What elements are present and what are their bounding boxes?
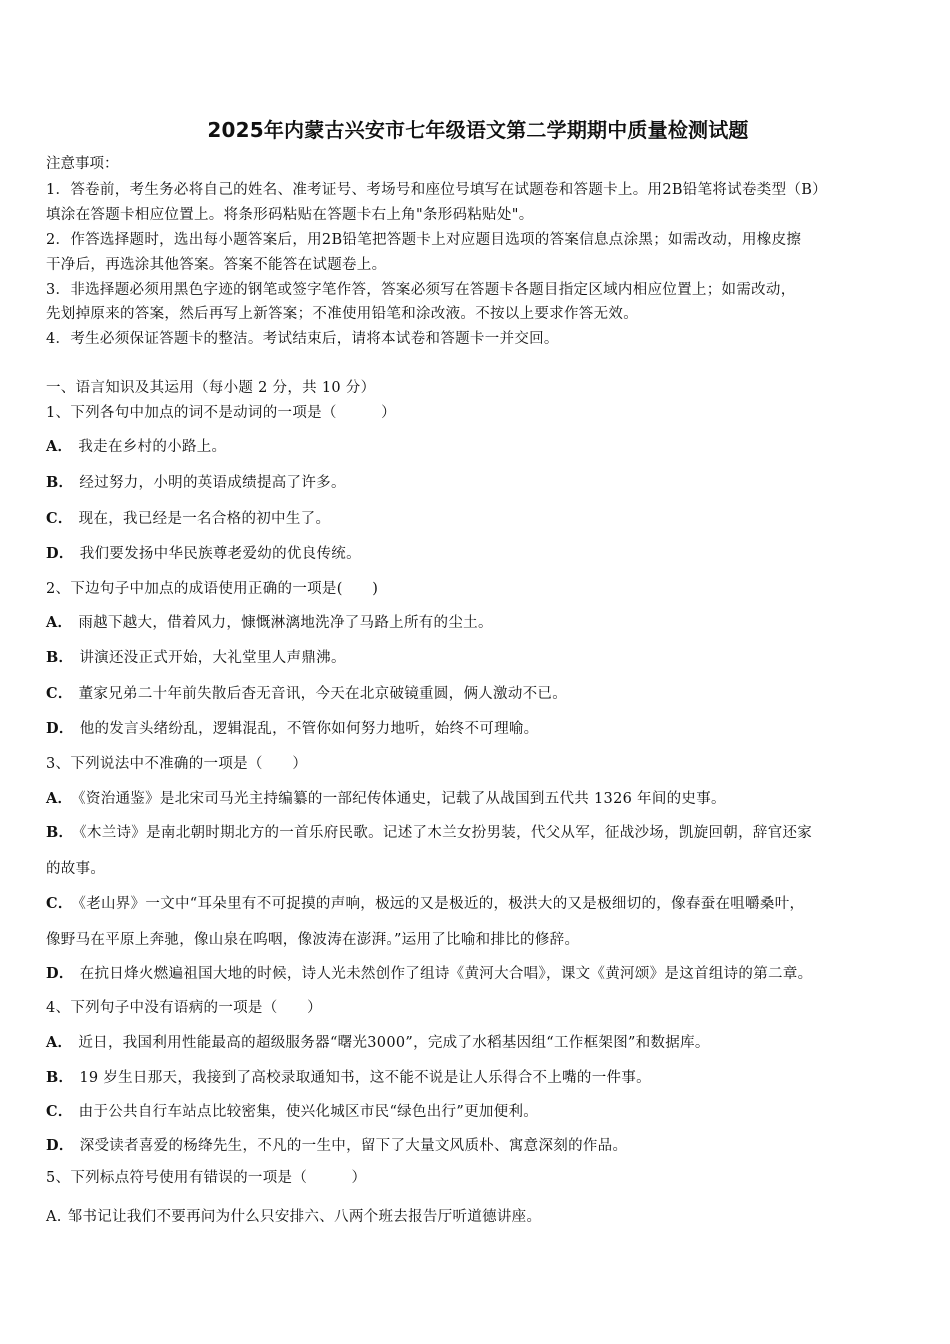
option-label: A.: [46, 1209, 62, 1225]
question-stem: 4、下列句子中没有语病的一项是（ ）: [46, 1000, 322, 1016]
page-title: 2025年内蒙古兴安市七年级语文第二学期期中质量检测试题: [207, 118, 749, 142]
option-label: C．: [46, 685, 73, 702]
option: [46, 611, 910, 632]
option-label: D．: [46, 720, 74, 737]
option-label: C．: [46, 510, 73, 527]
option-label: C．: [46, 1103, 73, 1120]
notice-line: 4．考生必须保证答题卡的整洁。考试结束后，请将本试卷和答题卡一并交回。: [46, 331, 559, 347]
option-continuation: 像野马在平原上奔驰，像山泉在呜咽，像波涛在澎湃。”运用了比喻和排比的修辞。: [46, 932, 580, 948]
option-label: B．: [46, 474, 74, 491]
notice-line: 填涂在答题卡相应位置上。将条形码粘贴在答题卡右上角"条形码粘贴处"。: [46, 207, 534, 223]
section-heading: 一、语言知识及其运用（每小题 2 分，共 10 分）: [46, 380, 376, 396]
option-label: A．: [46, 438, 73, 455]
option-text: 19 岁生日那天，我接到了高校录取通知书，这不能不说是让人乐得合不上嘴的一件事。: [79, 1070, 651, 1086]
option-label: A．: [46, 614, 73, 631]
option-text: 在抗日烽火燃遍祖国大地的时候，诗人光未然创作了组诗《黄河大合唱》，课文《黄河颂》是这首组诗的第二章。: [79, 966, 813, 982]
option: [46, 471, 910, 492]
option-label: A．: [46, 1034, 73, 1051]
option: [46, 1066, 910, 1087]
option-label: C．: [46, 895, 73, 912]
option-text: 他的发言头绪纷乱，逻辑混乱，不管你如何努力地听，始终不可理喻。: [79, 721, 539, 737]
option-text: 《木兰诗》是南北朝时期北方的一首乐府民歌。记述了木兰女扮男装，代父从军，征战沙场，凯旋回朝，辞官还家: [79, 825, 813, 841]
option-label: D．: [46, 1137, 74, 1154]
option-continuation: 的故事。: [46, 861, 106, 877]
notice-line: 干净后，再选涂其他答案。答案不能答在试题卷上。: [46, 257, 387, 273]
question-stem: 3、下列说法中不准确的一项是（ ）: [46, 756, 308, 772]
question-stem: 1、下列各句中加点的词不是动词的一项是（ ）: [46, 405, 396, 421]
option: [46, 682, 910, 703]
option-label: D．: [46, 965, 74, 982]
option-text: 我们要发扬中华民族尊老爱幼的优良传统。: [79, 546, 361, 562]
notice-line: 先划掉原来的答案，然后再写上新答案；不准使用铅笔和涂改液。不按以上要求作答无效。: [46, 306, 638, 322]
option-text: 讲演还没正式开始，大礼堂里人声鼎沸。: [79, 650, 346, 666]
option-label: D．: [46, 545, 74, 562]
option: [46, 646, 910, 667]
option-text: 董家兄弟二十年前失散后杳无音讯，今天在北京破镜重圆，俩人激动不已。: [78, 686, 568, 702]
option-label: B．: [46, 824, 74, 841]
option: [46, 1031, 910, 1052]
option-text: 《资治通鉴》是北宋司马光主持编纂的一部纪传体通史，记载了从战国到五代共 1326 年间的史事。: [78, 791, 726, 807]
option-text: 我走在乡村的小路上。: [78, 439, 227, 455]
option-text: 邹书记让我们不要再问为什么只安排六、八两个班去报告厅听道德讲座。: [67, 1209, 542, 1225]
option-text: 经过努力，小明的英语成绩提高了许多。: [79, 475, 346, 491]
question-stem: 5、下列标点符号使用有错误的一项是（ ）: [46, 1170, 367, 1186]
option: [46, 1205, 910, 1226]
option-text: 近日，我国利用性能最高的超级服务器“曙光3000”，完成了水稻基因组“工作框架图”和数据库。: [78, 1035, 710, 1051]
option-label: B．: [46, 1069, 74, 1086]
option: [46, 507, 910, 528]
option-label: B．: [46, 649, 74, 666]
option: [46, 1100, 910, 1121]
option: [46, 892, 910, 913]
option-text: 《老山界》一文中“耳朵里有不可捉摸的声响，极远的又是极近的，极洪大的又是极细切的，像春蚕在咀嚼桑叶，: [78, 896, 805, 912]
notice-line: 2．作答选择题时，选出每小题答案后，用2B铅笔把答题卡上对应题目选项的答案信息点涂黑；如需改动，用橡皮擦: [46, 232, 802, 248]
option: [46, 787, 910, 808]
option: [46, 1134, 910, 1155]
notice-heading: 注意事项：: [46, 156, 119, 172]
option: [46, 717, 910, 738]
option: [46, 435, 910, 456]
option: [46, 962, 910, 983]
notice-line: 1．答卷前，考生务必将自己的姓名、准考证号、考场号和座位号填写在试题卷和答题卡上。用2B铅笔将试卷类型（B）: [46, 182, 827, 198]
option-text: 雨越下越大，借着风力，慷慨淋漓地洗净了马路上所有的尘土。: [78, 615, 493, 631]
option: [46, 542, 910, 563]
option-text: 深受读者喜爱的杨绛先生，不凡的一生中，留下了大量文风质朴、寓意深刻的作品。: [79, 1138, 628, 1154]
option-text: 由于公共自行车站点比较密集，使兴化城区市民“绿色出行”更加便利。: [78, 1104, 539, 1120]
notice-line: 3．非选择题必须用黑色字迹的钢笔或签字笔作答，答案必须写在答题卡各题目指定区域内相应位置上；如需改动，: [46, 282, 796, 298]
question-stem: 2、下边句子中加点的成语使用正确的一项是( ): [46, 581, 379, 597]
option-text: 现在，我已经是一名合格的初中生了。: [78, 511, 331, 527]
option: [46, 821, 910, 842]
option-label: A．: [46, 790, 73, 807]
